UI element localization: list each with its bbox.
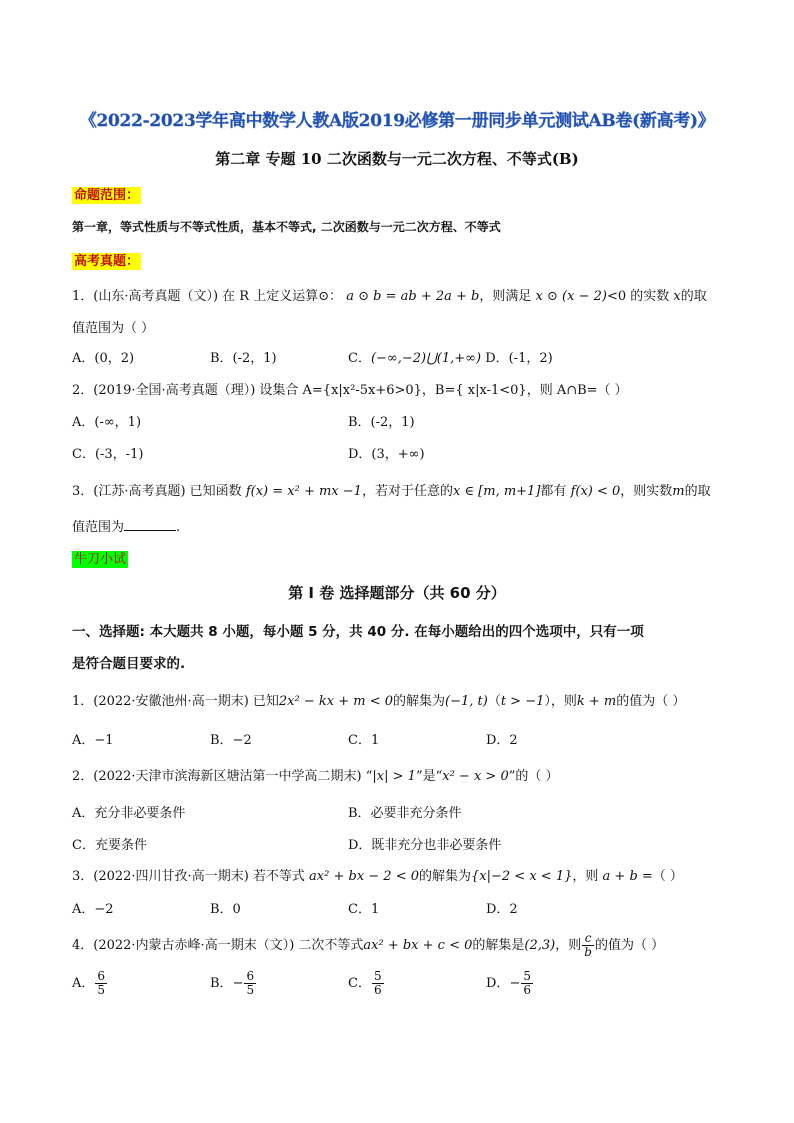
question-4-option-a	[72, 970, 108, 997]
gaokao-q3-condition: f(x) < 0	[570, 484, 621, 499]
gaokao-q1-option-c	[348, 347, 553, 366]
section-intro-line1: 一、选择题: 本大题共 8 小题，每小题 5 分，共 40 分. 在每小题给出的四个选项中，只有一项	[72, 624, 644, 640]
question-3-text-c: ，则	[572, 869, 599, 884]
gaokao-q3-text-e: 的取	[684, 484, 711, 499]
question-3-stem	[72, 865, 683, 884]
question-4-text-d: 的值为（ ）	[594, 938, 665, 953]
option-sign: −	[232, 976, 244, 991]
question-1-option-a: A．−1	[72, 733, 114, 748]
question-2-text-b: ”是“	[415, 769, 443, 784]
fraction-denominator: 6	[373, 983, 382, 997]
question-1-option-c: C．1	[348, 733, 380, 748]
question-4-stem	[72, 932, 664, 959]
question-4-set: (2,3)	[524, 938, 556, 953]
option-fraction	[372, 970, 384, 997]
gaokao-q3-range: x ∈ [m, m+1]	[452, 484, 541, 499]
question-1-text-c: （	[487, 694, 501, 709]
question-1-text-b: 的解集为	[393, 694, 446, 709]
question-2-stem	[72, 765, 559, 784]
fraction-denominator: 6	[523, 983, 531, 997]
gaokao-q1-option-a: A．(0，2)	[72, 351, 135, 366]
gaokao-q3-var-m: m	[672, 484, 685, 499]
gaokao-q2-stem: 2．(2019·全国·高考真题（理）) 设集合 A={x|x²-5x+6>0}，B={ x|x-1<0}，则 A∩B=（ ）	[72, 383, 628, 398]
section-title: 第 I 卷 选择题部分（共 60 分）	[288, 584, 506, 602]
gaokao-q2-option-b: B．(-2，1)	[348, 415, 415, 430]
question-4-text-a: 4．(2022·内蒙古赤峰·高一期末（文）) 二次不等式	[72, 938, 364, 953]
section-intro-line2: 是符合题目要求的.	[72, 656, 186, 672]
gaokao-q3-line2	[72, 516, 180, 535]
gaokao-q1-option-b: B．(-2，1)	[210, 351, 277, 366]
answer-blank	[124, 518, 176, 531]
question-1-expr: k + m	[576, 694, 617, 709]
question-2-option-b: B．必要非充分条件	[348, 806, 462, 821]
option-sign: −	[509, 976, 521, 991]
option-prefix: D．	[486, 976, 510, 991]
chapter-title: 第二章 专题 10 二次函数与一元二次方程、不等式(B)	[215, 150, 579, 168]
scope-label: 命题范围：	[74, 188, 140, 203]
gaokao-q1-text-b: ，则满足	[479, 289, 532, 304]
question-2-condition-1: |x| > 1	[372, 769, 416, 784]
question-4-text-c: ，则	[555, 938, 582, 953]
question-4-option-b	[210, 970, 257, 997]
question-2-text-c: ”的（ ）	[508, 769, 559, 784]
gaokao-q1-text-d: 的取	[680, 289, 707, 304]
question-1-option-d: D．2	[486, 733, 518, 748]
question-3-inequality: ax² + bx − 2 < 0	[309, 869, 420, 884]
document-title: 《2022-2023学年高中数学人教A版2019必修第一册同步单元测试AB卷(新高考)》	[79, 111, 715, 131]
question-1-inequality: 2x² − kx + m < 0	[278, 694, 393, 709]
gaokao-q1-var-x: x	[673, 289, 681, 304]
option-prefix: B．	[210, 976, 233, 991]
practice-label-wrap	[72, 548, 128, 567]
gaokao-q1-option-d: D．(-1，2)	[485, 351, 553, 366]
question-4-option-c	[348, 970, 385, 997]
question-2-option-d: D．既非充分也非必要条件	[348, 838, 502, 853]
fraction-numerator: c	[582, 932, 594, 946]
gaokao-q1-formula: a ⊙ b = ab + 2a + b	[346, 289, 480, 304]
question-1-text-a: 1．(2022·安徽池州·高一期末) 已知	[72, 694, 279, 709]
question-3-text-a: 3．(2022·四川甘孜·高一期末) 若不等式	[72, 869, 305, 884]
question-3-text-b: 的解集为	[419, 869, 472, 884]
option-fraction	[95, 970, 107, 997]
gaokao-q3-function: f(x) = x² + mx −1	[245, 484, 362, 499]
gaokao-q2-option-a: A．(-∞，1)	[72, 415, 142, 430]
gaokao-q2-option-c: C．(-3，-1)	[72, 447, 144, 462]
question-2-option-a: A．充分非必要条件	[72, 806, 186, 821]
fraction-denominator: 5	[246, 983, 255, 997]
gaokao-q1-line1	[72, 285, 707, 304]
gaokao-q1-option-c-label: C．	[348, 351, 371, 366]
question-1-set: (−1, t)	[445, 694, 488, 709]
gaokao-q3-line2-period: .	[176, 520, 181, 535]
question-2-option-c: C．充要条件	[72, 838, 147, 853]
question-1-text-g: 的值为（ ）	[616, 694, 686, 709]
gaokao-q3-text-c: 都有	[540, 484, 567, 499]
fraction-denominator: 5	[97, 983, 106, 997]
gaokao-q1-text-a: 1．(山东·高考真题（文）) 在 R 上定义运算⊙：	[72, 289, 343, 304]
gaokao-q3-line1	[72, 480, 711, 499]
question-3-option-b: B．0	[210, 902, 241, 917]
gaokao-label-wrap	[72, 250, 141, 269]
gaokao-q3-line2-text: 值范围为	[72, 520, 125, 535]
question-1-text-d: ），则	[544, 694, 577, 709]
question-3-set: {x|−2 < x < 1}	[471, 869, 573, 884]
question-4-inequality: ax² + bx + c < 0	[363, 938, 473, 953]
gaokao-q2-option-d: D．(3，+∞)	[348, 447, 425, 462]
gaokao-label: 高考真题：	[74, 254, 140, 269]
fraction-numerator: 6	[97, 969, 106, 983]
fraction-denominator: b	[584, 945, 592, 959]
gaokao-q1-condition: x ⊙ (x − 2)	[535, 289, 607, 304]
question-1-condition: t > −1	[500, 694, 545, 709]
gaokao-q3-text-b: ，若对于任意的	[361, 484, 453, 499]
gaokao-q1-line2: 值范围为（ ）	[72, 321, 155, 336]
option-prefix: C．	[348, 976, 371, 991]
question-3-expr: a + b =	[602, 869, 653, 884]
question-1-stem	[72, 690, 685, 709]
gaokao-q3-text-a: 3．(江苏·高考真题) 已知函数	[72, 484, 242, 499]
gaokao-q1-option-c-value: (−∞,−2)⋃(1,+∞)	[370, 351, 482, 366]
question-3-option-a: A．−2	[72, 902, 114, 917]
scope-text: 第一章，等式性质与不等式性质，基本不等式, 二次函数与一元二次方程、不等式	[72, 220, 501, 234]
option-fraction	[521, 970, 533, 997]
question-3-option-c: C．1	[348, 902, 380, 917]
fraction-numerator: 5	[373, 969, 382, 983]
option-fraction	[244, 970, 256, 997]
gaokao-q1-text-c: <0 的实数	[606, 289, 670, 304]
scope-label-wrap	[72, 184, 141, 203]
question-4-option-d	[486, 970, 534, 997]
practice-label: 牛刀小试	[74, 552, 127, 567]
question-3-option-d: D．2	[486, 902, 518, 917]
question-2-text-a: 2．(2022·天津市滨海新区塘沽第一中学高二期末) “	[72, 769, 373, 784]
question-1-option-b: B．−2	[210, 733, 252, 748]
question-2-condition-2: x² − x > 0	[442, 769, 509, 784]
fraction-numerator: 5	[523, 969, 531, 983]
question-3-text-d: （ ）	[652, 869, 683, 884]
question-4-fraction	[582, 932, 594, 959]
fraction-numerator: 6	[246, 969, 255, 983]
question-4-text-b: 的解集是	[472, 938, 525, 953]
gaokao-q3-text-d: ，则实数	[620, 484, 673, 499]
option-prefix: A．	[72, 976, 95, 991]
